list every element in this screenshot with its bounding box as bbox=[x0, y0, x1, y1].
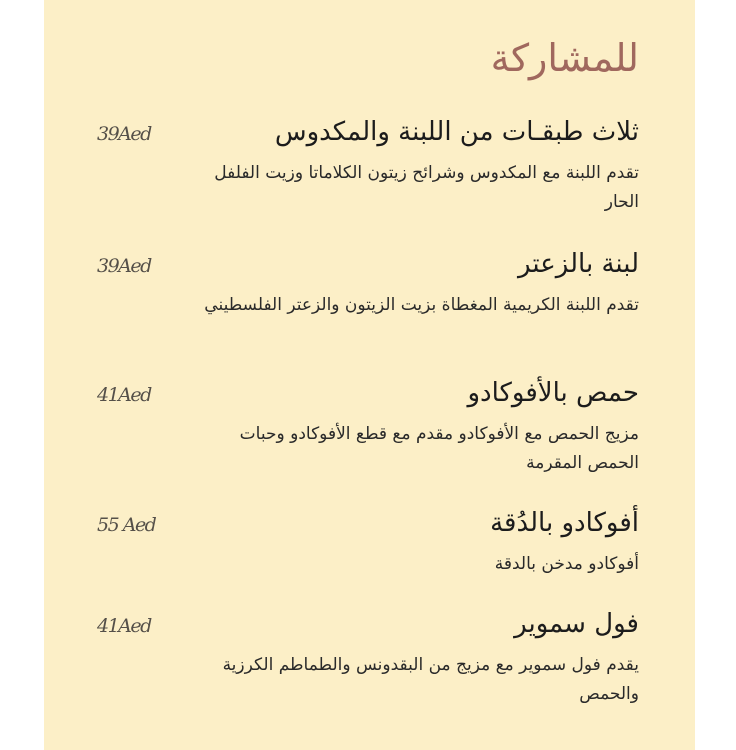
item-price: 41Aed bbox=[97, 384, 151, 406]
section-title: للمشاركة bbox=[490, 36, 639, 80]
item-description: تقدم اللبنة مع المكدوس وشرائح زيتون الكلاماتا وزيت الفلفل الحار bbox=[214, 163, 639, 212]
item-description: تقدم اللبنة الكريمية المغطاة بزيت الزيتون والزعتر الفلسطيني bbox=[204, 295, 639, 315]
item-name: حمص بالأفوكادو bbox=[467, 378, 639, 408]
item-description: مزيج الحمص مع الأفوكادو مقدم مع قطع الأفوكادو وحبات الحمص المقرمة bbox=[239, 424, 639, 473]
item-description: يقدم فول سموير مع مزيج من البقدونس والطماطم الكرزية والحمص bbox=[222, 655, 639, 704]
item-price: 55 Aed bbox=[97, 514, 156, 536]
item-price: 39Aed bbox=[97, 255, 151, 277]
menu-panel bbox=[44, 0, 695, 750]
item-name: أفوكادو بالدُقة bbox=[490, 508, 639, 538]
item-name: ثلاث طبقـات من اللبنة والمكدوس bbox=[274, 117, 639, 147]
item-description: أفوكادو مدخن بالدقة bbox=[494, 554, 639, 574]
item-price: 41Aed bbox=[97, 615, 151, 637]
item-price: 39Aed bbox=[97, 123, 151, 145]
item-name: فول سموير bbox=[514, 609, 639, 639]
item-name: لبنة بالزعتر bbox=[518, 249, 639, 279]
